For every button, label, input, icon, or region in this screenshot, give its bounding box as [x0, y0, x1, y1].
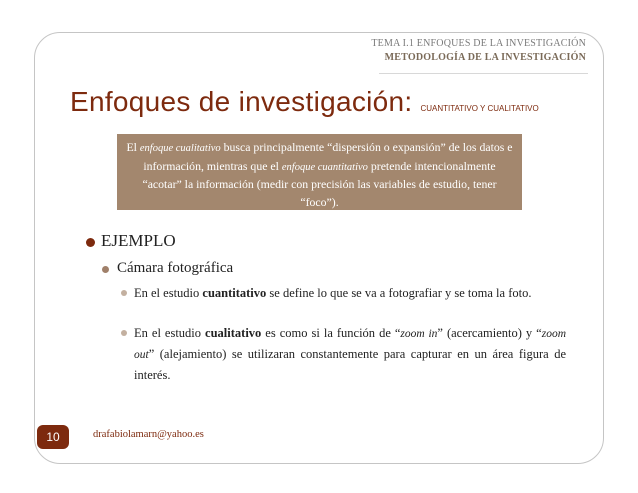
callout-term-qualitative: enfoque cualitativo — [139, 143, 221, 154]
bullet-level1 — [86, 231, 176, 251]
slide-subtitle: CUANTITATIVO Y CUALITATIVO — [420, 104, 539, 113]
author-email: drafabiolamarn@yahoo.es — [93, 429, 204, 440]
text-segment: ” (acercamiento) y “ — [437, 326, 542, 340]
callout-text-3: pretende intencionalmente “acotar” la información (medir con precisión las variables de estudio, tener “foco”). — [142, 158, 497, 209]
slide-title: Enfoques de investigación: — [70, 86, 413, 117]
slide-header — [371, 37, 586, 65]
callout-term-quantitative: enfoque cuantitativo — [281, 161, 368, 173]
bullet-dot-icon — [121, 330, 127, 336]
bullet-quantitative-text — [134, 283, 531, 303]
bullet-qualitative — [121, 323, 566, 385]
definition-callout — [117, 134, 522, 210]
text-segment: es como si la función de “ — [261, 326, 401, 340]
header-divider — [379, 73, 588, 74]
bullet-qualitative-text — [134, 323, 566, 385]
bullet-quantitative — [121, 283, 566, 303]
text-segment: En el estudio — [134, 286, 203, 300]
text-segment: se define lo que se va a fotografiar y se toma la foto. — [266, 286, 532, 300]
bullet-dot-icon — [121, 290, 127, 296]
header-course: METODOLOGÍA DE LA INVESTIGACIÓN — [384, 52, 586, 63]
text-segment: En el estudio — [134, 326, 206, 340]
page-number-badge: 10 — [37, 425, 69, 449]
bullet-camera-label: Cámara fotográfica — [117, 260, 234, 276]
term-zoom-out: zoom out — [134, 328, 566, 361]
callout-text-1: El — [126, 140, 140, 154]
bullet-example-label: EJEMPLO — [101, 231, 176, 250]
bullet-dot-icon — [102, 266, 109, 273]
bullet-level2 — [102, 260, 233, 277]
title-block — [70, 86, 539, 118]
text-segment: ” (alejamiento) se utilizaran constantemente para capturar en un área figura de interés. — [134, 347, 566, 382]
callout-text-2: busca principalmente “dispersión o expansión” de los datos e información, mientras que el — [143, 140, 513, 173]
term-zoom-in: zoom in — [400, 328, 438, 340]
header-topic: TEMA I.1 ENFOQUES DE LA INVESTIGACIÓN — [371, 38, 586, 49]
term-qualitative: cualitativo — [205, 326, 262, 340]
bullet-dot-icon — [86, 238, 95, 247]
term-quantitative: cuantitativo — [202, 286, 267, 300]
